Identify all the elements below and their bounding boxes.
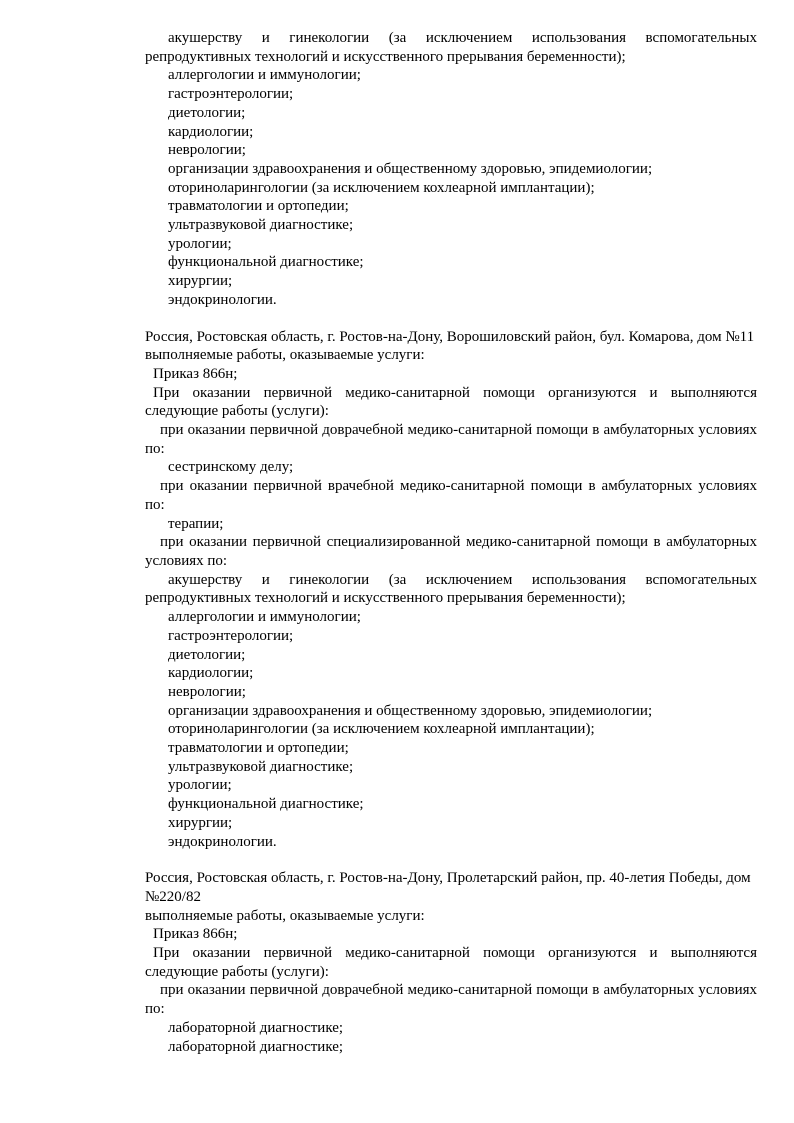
doc-paragraph-section: При оказании первичной медико-санитарной помощи организуются и выполняются следующие работы (услуги): [145,945,757,980]
doc-paragraph-item: ультразвуковой диагностике; [168,758,354,775]
doc-paragraph-item: оториноларингологии (за исключением кохлеарной имплантации); [168,721,595,738]
facility-voroshilovsky [145,328,757,852]
doc-paragraph-item: кардиологии; [168,665,254,682]
doc-paragraph-item: акушерству и гинекологии (за исключением использования вспомогательных репродуктивных технологий и искусственного прерывания беременности); [145,30,757,65]
doc-paragraph-item: эндокринологии. [168,833,277,850]
doc-paragraph-section: При оказании первичной медико-санитарной помощи организуются и выполняются следующие работы (услуги): [145,384,757,420]
doc-paragraph-item: кардиологии; [168,123,254,140]
doc-paragraph-item: аллергологии и иммунологии; [168,67,361,84]
doc-paragraph-item: хирургии; [168,273,233,290]
doc-paragraph-item: оториноларингологии (за исключением кохлеарной имплантации); [168,179,595,196]
doc-paragraph-item: диетологии; [168,104,246,121]
doc-paragraph-item: ультразвуковой диагностике; [168,217,354,234]
doc-paragraph-item: организации здравоохранения и общественному здоровью, эпидемиологии; [168,160,653,177]
doc-paragraph-subsection: при оказании первичной доврачебной медико-санитарной помощи в амбулаторных условиях по: [145,982,757,1018]
doc-paragraph-subsection: при оказании первичной доврачебной медико-санитарной помощи в амбулаторных условиях по: [145,422,757,457]
doc-paragraph-order: Приказ 866н; [153,365,238,382]
doc-paragraph-item: сестринскому делу; [168,459,294,476]
facility-address: Россия, Ростовская область, г. Ростов-на-Дону, Ворошиловский район, бул. Комарова, дом №11 [145,328,755,345]
doc-paragraph-item: функциональной диагностике; [168,796,364,813]
doc-paragraph-item: гастроэнтерологии; [168,627,294,644]
doc-paragraph-item: функциональной диагностике; [168,254,364,271]
doc-paragraph-item: лабораторной диагностике; [168,1038,344,1055]
doc-paragraph-item: эндокринологии. [168,291,277,308]
services-list-continued [145,29,757,310]
doc-paragraph-item: урологии; [168,777,232,794]
doc-paragraph-item: хирургии; [168,814,233,831]
doc-paragraph-order: Приказ 866н; [153,926,238,943]
doc-paragraph-subsection: при оказании первичной врачебной медико-санитарной помощи в амбулаторных условиях по: [145,478,757,513]
facility-proletarsky [145,869,757,1056]
doc-paragraph-item: урологии; [168,235,232,252]
doc-paragraph-item: аллергологии и иммунологии; [168,609,361,626]
doc-paragraph-item: неврологии; [168,142,246,159]
doc-paragraph-item: лабораторной диагностике; [168,1019,344,1036]
doc-paragraph-item: диетологии; [168,646,246,663]
doc-paragraph-item: терапии; [168,515,224,532]
doc-paragraph-item: неврологии; [168,683,246,700]
doc-paragraph-subsection: при оказании первичной специализированной медико-санитарной помощи в амбулаторных условиях по: [145,534,757,569]
doc-paragraph-item: травматологии и ортопедии; [168,198,349,215]
doc-paragraph-item: травматологии и ортопедии; [168,740,349,757]
doc-paragraph-label: выполняемые работы, оказываемые услуги: [145,347,425,364]
doc-paragraph-label: выполняемые работы, оказываемые услуги: [145,907,425,924]
facility-address: Россия, Ростовская область, г. Ростов-на-Дону, Пролетарский район, пр. 40-летия Победы, дом №220/82 [145,870,751,905]
doc-paragraph-item: гастроэнтерологии; [168,86,294,103]
license-services-text [145,29,757,1056]
doc-paragraph-item: организации здравоохранения и общественному здоровью, эпидемиологии; [168,702,653,719]
doc-paragraph-item: акушерству и гинекологии (за исключением использования вспомогательных репродуктивных технологий и искусственного прерывания беременности); [145,571,757,607]
